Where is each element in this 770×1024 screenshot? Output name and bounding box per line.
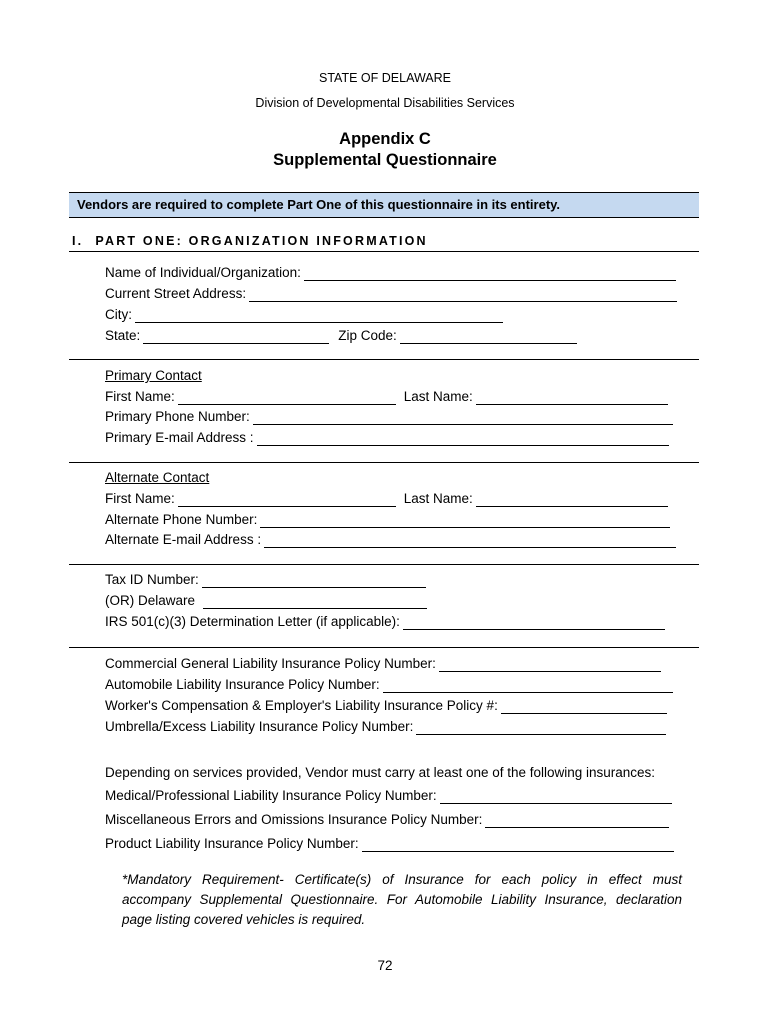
page-number: 72 <box>377 958 393 973</box>
org-name-row <box>105 263 676 281</box>
umbrella-label: Umbrella/Excess Liability Insurance Policy Number: <box>105 719 414 734</box>
errors-label: Miscellaneous Errors and Omissions Insurance Policy Number: <box>105 812 483 827</box>
divider-1 <box>69 359 699 360</box>
cgl-field[interactable] <box>439 659 661 672</box>
cgl-label: Commercial General Liability Insurance Policy Number: <box>105 656 436 671</box>
medical-label: Medical/Professional Liability Insurance Policy Number: <box>105 788 437 803</box>
primary-email-label: Primary E-mail Address : <box>105 430 254 445</box>
section-number: I. <box>72 234 84 248</box>
auto-field[interactable] <box>383 680 673 693</box>
alternate-contact-heading-row <box>105 468 209 486</box>
street-field[interactable] <box>249 289 677 302</box>
tax-id-field[interactable] <box>202 575 426 588</box>
primary-email-field[interactable] <box>257 433 669 446</box>
state-label: State: <box>105 328 141 343</box>
medical-field[interactable] <box>440 791 672 804</box>
state-field[interactable] <box>143 331 329 344</box>
primary-email-row <box>105 428 669 446</box>
section-heading <box>72 234 428 248</box>
appendix-title: Appendix C <box>339 130 431 148</box>
medical-row <box>105 786 672 804</box>
street-row <box>105 284 677 302</box>
questionnaire-title: Supplemental Questionnaire <box>273 151 497 169</box>
product-label: Product Liability Insurance Policy Number: <box>105 836 359 851</box>
primary-first-name-label: First Name: <box>105 389 175 404</box>
alternate-first-name-field[interactable] <box>178 494 396 507</box>
primary-phone-label: Primary Phone Number: <box>105 409 250 424</box>
alternate-last-name-label: Last Name: <box>403 491 473 506</box>
product-field[interactable] <box>362 839 674 852</box>
org-name-field[interactable] <box>304 268 676 281</box>
divider-2 <box>69 462 699 463</box>
tax-id-row <box>105 570 426 588</box>
delaware-label: (OR) Delaware <box>105 593 196 608</box>
alternate-last-name-field[interactable] <box>476 494 668 507</box>
alternate-contact-heading: Alternate Contact <box>105 470 210 485</box>
alternate-first-name-label: First Name: <box>105 491 175 506</box>
umbrella-row <box>105 717 666 735</box>
alternate-phone-row <box>105 510 670 528</box>
errors-field[interactable] <box>485 815 669 828</box>
primary-contact-heading: Primary Contact <box>105 368 202 383</box>
primary-phone-row <box>105 407 673 425</box>
state-header: STATE OF DELAWARE <box>319 71 451 85</box>
alternate-email-label: Alternate E-mail Address : <box>105 532 262 547</box>
primary-name-row <box>105 387 668 405</box>
irs-field[interactable] <box>403 617 665 630</box>
division-header: Division of Developmental Disabilities Services <box>255 96 515 110</box>
section-title: PART ONE: ORGANIZATION INFORMATION <box>95 234 428 248</box>
delaware-field[interactable] <box>203 596 427 609</box>
workers-label: Worker's Compensation & Employer's Liability Insurance Policy #: <box>105 698 498 713</box>
section-rule <box>69 251 699 252</box>
zip-label: Zip Code: <box>338 328 397 343</box>
umbrella-field[interactable] <box>416 722 666 735</box>
divider-3 <box>69 564 699 565</box>
tax-id-label: Tax ID Number: <box>105 572 199 587</box>
cgl-row <box>105 654 661 672</box>
street-label: Current Street Address: <box>105 286 247 301</box>
primary-last-name-label: Last Name: <box>403 389 473 404</box>
city-row <box>105 305 503 323</box>
primary-first-name-field[interactable] <box>178 392 396 405</box>
zip-field[interactable] <box>400 331 577 344</box>
workers-row <box>105 696 667 714</box>
mandatory-note: *Mandatory Requirement- Certificate(s) of Insurance for each policy in effect must accompany Supplemental Questionnaire. For Automobile Liability Insurance, declaration page listing covered vehicles is required. <box>122 872 682 927</box>
optional-intro: Depending on services provided, Vendor must carry at least one of the following insurances: <box>105 765 656 780</box>
city-field[interactable] <box>135 310 503 323</box>
alternate-phone-label: Alternate Phone Number: <box>105 512 258 527</box>
instruction-banner <box>69 192 699 218</box>
alternate-name-row <box>105 489 668 507</box>
org-name-label: Name of Individual/Organization: <box>105 265 301 280</box>
alternate-email-row <box>105 530 676 548</box>
city-label: City: <box>105 307 132 322</box>
irs-row <box>105 612 665 630</box>
primary-last-name-field[interactable] <box>476 392 668 405</box>
auto-row <box>105 675 673 693</box>
auto-label: Automobile Liability Insurance Policy Number: <box>105 677 380 692</box>
primary-contact-heading-row <box>105 366 202 384</box>
divider-4 <box>69 647 699 648</box>
optional-intro-row <box>105 763 655 781</box>
delaware-row <box>105 591 427 609</box>
errors-row <box>105 810 669 828</box>
primary-phone-field[interactable] <box>253 412 673 425</box>
instruction-text: Vendors are required to complete Part One of this questionnaire in its entirety. <box>77 197 561 212</box>
irs-label: IRS 501(c)(3) Determination Letter (if applicable): <box>105 614 400 629</box>
alternate-phone-field[interactable] <box>260 515 670 528</box>
alternate-email-field[interactable] <box>264 535 676 548</box>
state-zip-row <box>105 326 577 344</box>
product-row <box>105 834 674 852</box>
workers-field[interactable] <box>501 701 667 714</box>
